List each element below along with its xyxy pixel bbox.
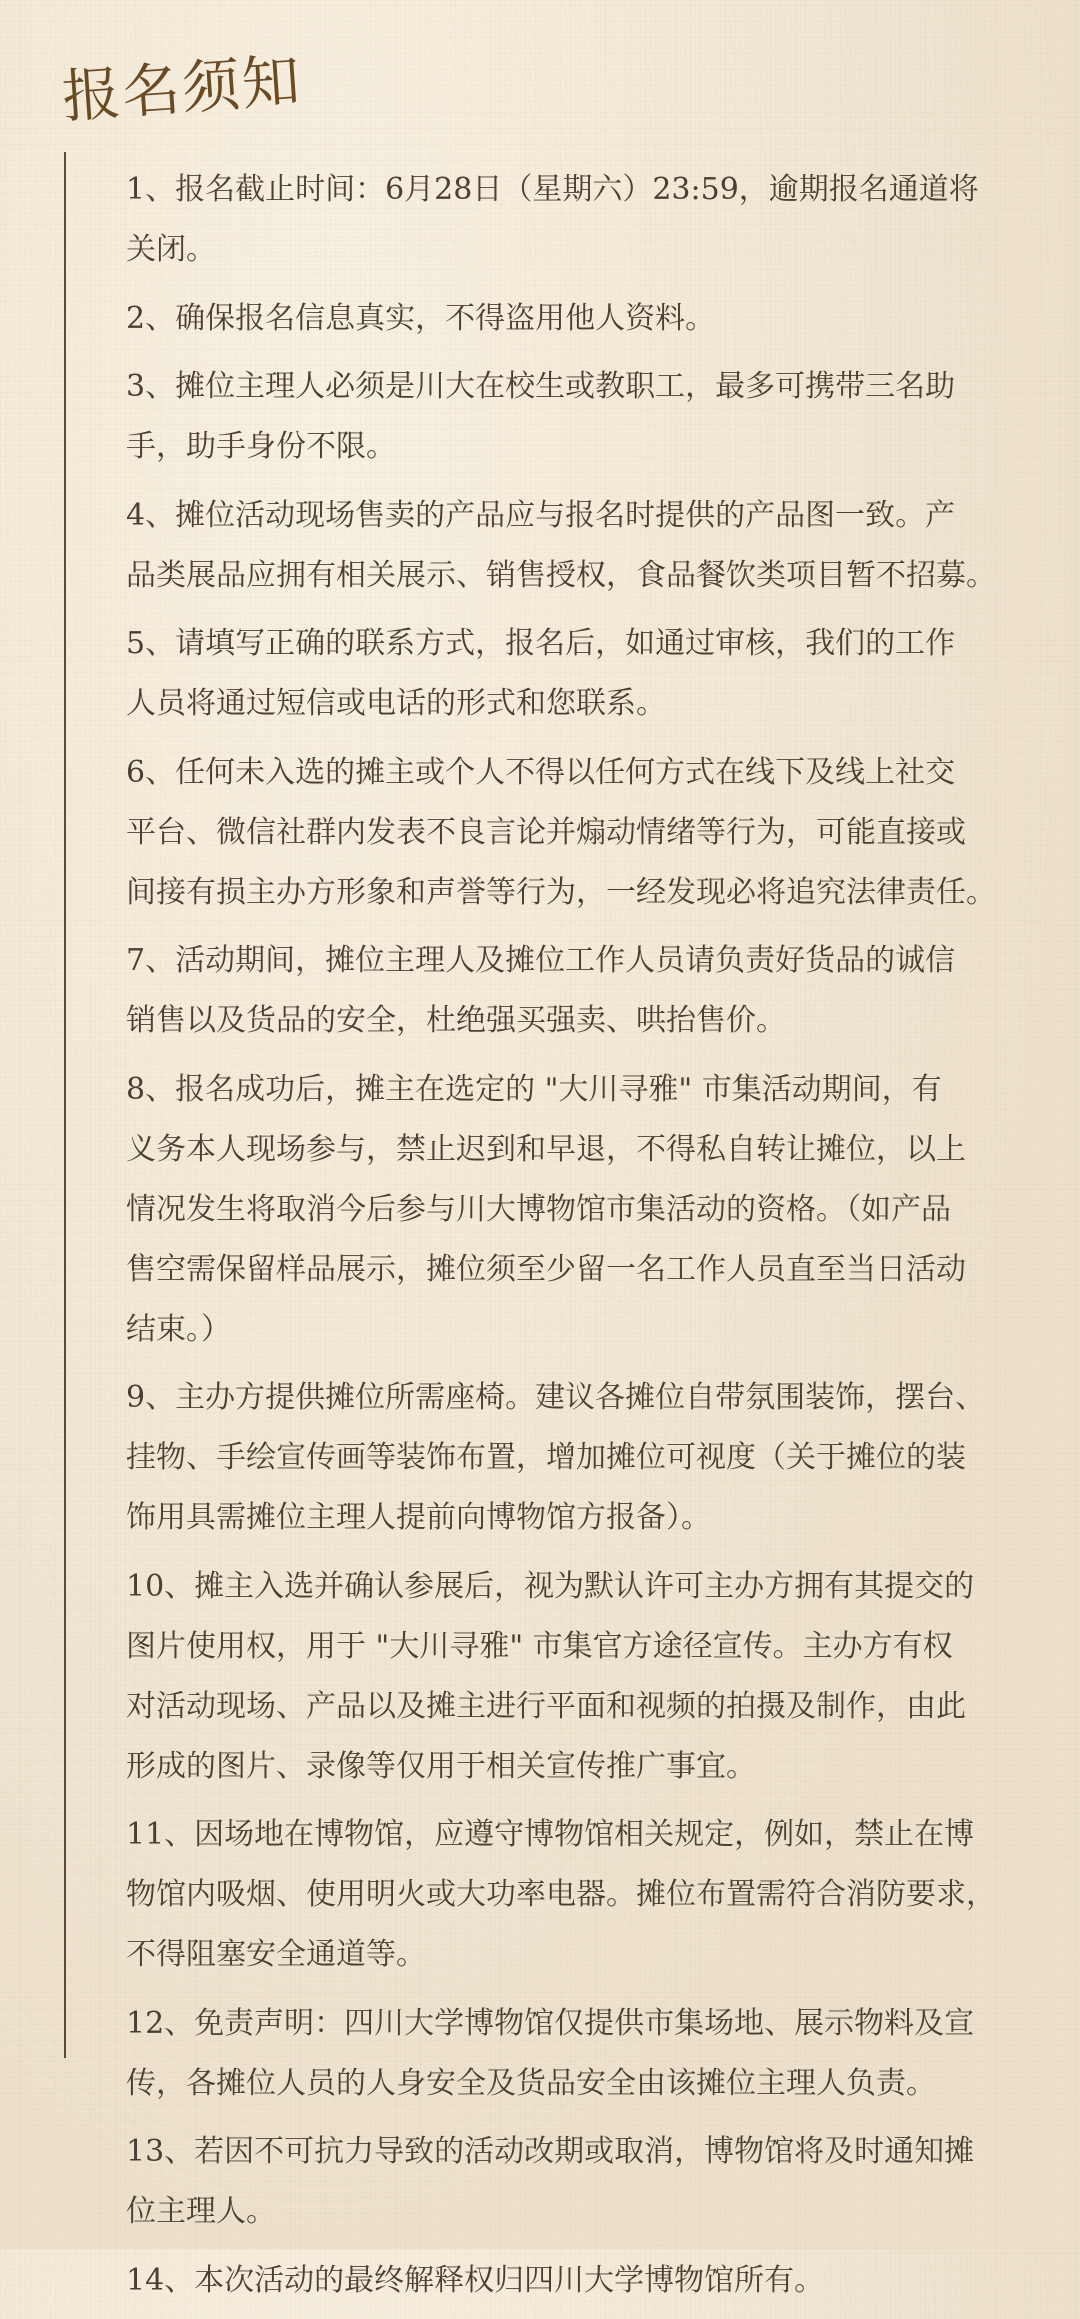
notice-line: 形成的图片、录像等仅用于相关宣传推广事宜。	[126, 1748, 756, 1784]
notice-line: 2、确保报名信息真实，不得盗用他人资料。	[126, 300, 716, 336]
notice-line: 传，各摊位人员的人身安全及货品安全由该摊位主理人负责。	[126, 2065, 936, 2101]
notice-item-4	[126, 486, 1026, 606]
page-title: 报名须知	[59, 46, 305, 131]
notice-line: 物馆内吸烟、使用明火或大功率电器。摊位布置需符合消防要求，	[126, 1877, 996, 1912]
notice-item-6	[126, 743, 1026, 923]
notice-line: 品类展品应拥有相关展示、销售授权，食品餐饮类项目暂不招募。	[126, 557, 996, 593]
notice-item-3	[126, 357, 1026, 477]
notice-line: 6、任何未入选的摊主或个人不得以任何方式在线下及线上社交	[126, 754, 956, 790]
notice-item-13	[126, 2122, 1026, 2242]
notice-line: 挂物、手绘宣传画等装饰布置，增加摊位可视度（关于摊位的装	[126, 1440, 966, 1475]
notice-list	[126, 160, 1026, 2319]
notice-line: 情况发生将取消今后参与川大博物馆市集活动的资格。（如产品	[126, 1191, 951, 1227]
notice-line: 11、因场地在博物馆，应遵守博物馆相关规定，例如，禁止在博	[126, 1817, 975, 1852]
notice-line: 4、摊位活动现场售卖的产品应与报名时提供的产品图一致。产	[126, 497, 956, 533]
notice-line: 10、摊主入选并确认参展后，视为默认许可主办方拥有其提交的	[126, 1568, 975, 1604]
notice-item-10	[126, 1557, 1026, 1797]
notice-item-12	[126, 1994, 1026, 2114]
left-divider-line	[64, 152, 66, 2058]
notice-line: 结束。）	[126, 1311, 231, 1347]
notice-item-7	[126, 931, 1026, 1051]
notice-line: 8、报名成功后，摊主在选定的 "大川寻雅" 市集活动期间，有	[126, 1071, 942, 1107]
notice-line: 7、活动期间，摊位主理人及摊位工作人员请负责好货品的诚信	[126, 943, 956, 978]
notice-line: 13、若因不可抗力导致的活动改期或取消，博物馆将及时通知摊	[126, 2134, 975, 2169]
notice-line: 9、主办方提供摊位所需座椅。建议各摊位自带氛围装饰，摆台、	[126, 1380, 986, 1415]
notice-line: 间接有损主办方形象和声誉等行为，一经发现必将追究法律责任。	[126, 874, 996, 910]
notice-line: 对活动现场、产品以及摊主进行平面和视频的拍摄及制作，由此	[126, 1688, 966, 1724]
notice-item-11	[126, 1805, 1026, 1985]
notice-item-8	[126, 1060, 1026, 1360]
notice-item-5	[126, 614, 1026, 734]
notice-item-9	[126, 1368, 1026, 1548]
notice-line: 3、摊位主理人必须是川大在校生或教职工，最多可携带三名助	[126, 369, 956, 404]
notice-item-14	[126, 2251, 1026, 2311]
notice-line: 平台、微信社群内发表不良言论并煽动情绪等行为，可能直接或	[126, 814, 966, 850]
notice-line: 5、请填写正确的联系方式，报名后，如通过审核，我们的工作	[126, 626, 956, 661]
notice-line: 义务本人现场参与，禁止迟到和早退，不得私自转让摊位，以上	[126, 1131, 966, 1167]
notice-line: 14、本次活动的最终解释权归四川大学博物馆所有。	[126, 2262, 825, 2298]
notice-line: 关闭。	[126, 232, 216, 267]
notice-line: 图片使用权，用于 "大川寻雅" 市集官方途径宣传。主办方有权	[126, 1628, 953, 1664]
notice-line: 人员将通过短信或电话的形式和您联系。	[126, 686, 666, 721]
notice-line: 位主理人。	[126, 2194, 276, 2229]
notice-line: 销售以及货品的安全，杜绝强买强卖、哄抬售价。	[126, 1003, 786, 1038]
notice-item-2	[126, 289, 1026, 349]
notice-line: 售空需保留样品展示，摊位须至少留一名工作人员直至当日活动	[126, 1251, 966, 1287]
notice-line: 1、报名截止时间：6月28日（星期六）23:59，逾期报名通道将	[126, 172, 979, 207]
notice-line: 手，助手身份不限。	[126, 429, 396, 464]
notice-line: 饰用具需摊位主理人提前向博物馆方报备）。	[126, 1500, 711, 1535]
notice-line: 不得阻塞安全通道等。	[126, 1937, 426, 1972]
notice-item-1	[126, 160, 1026, 280]
notice-line: 12、免责声明：四川大学博物馆仅提供市集场地、展示物料及宣	[126, 2005, 975, 2041]
